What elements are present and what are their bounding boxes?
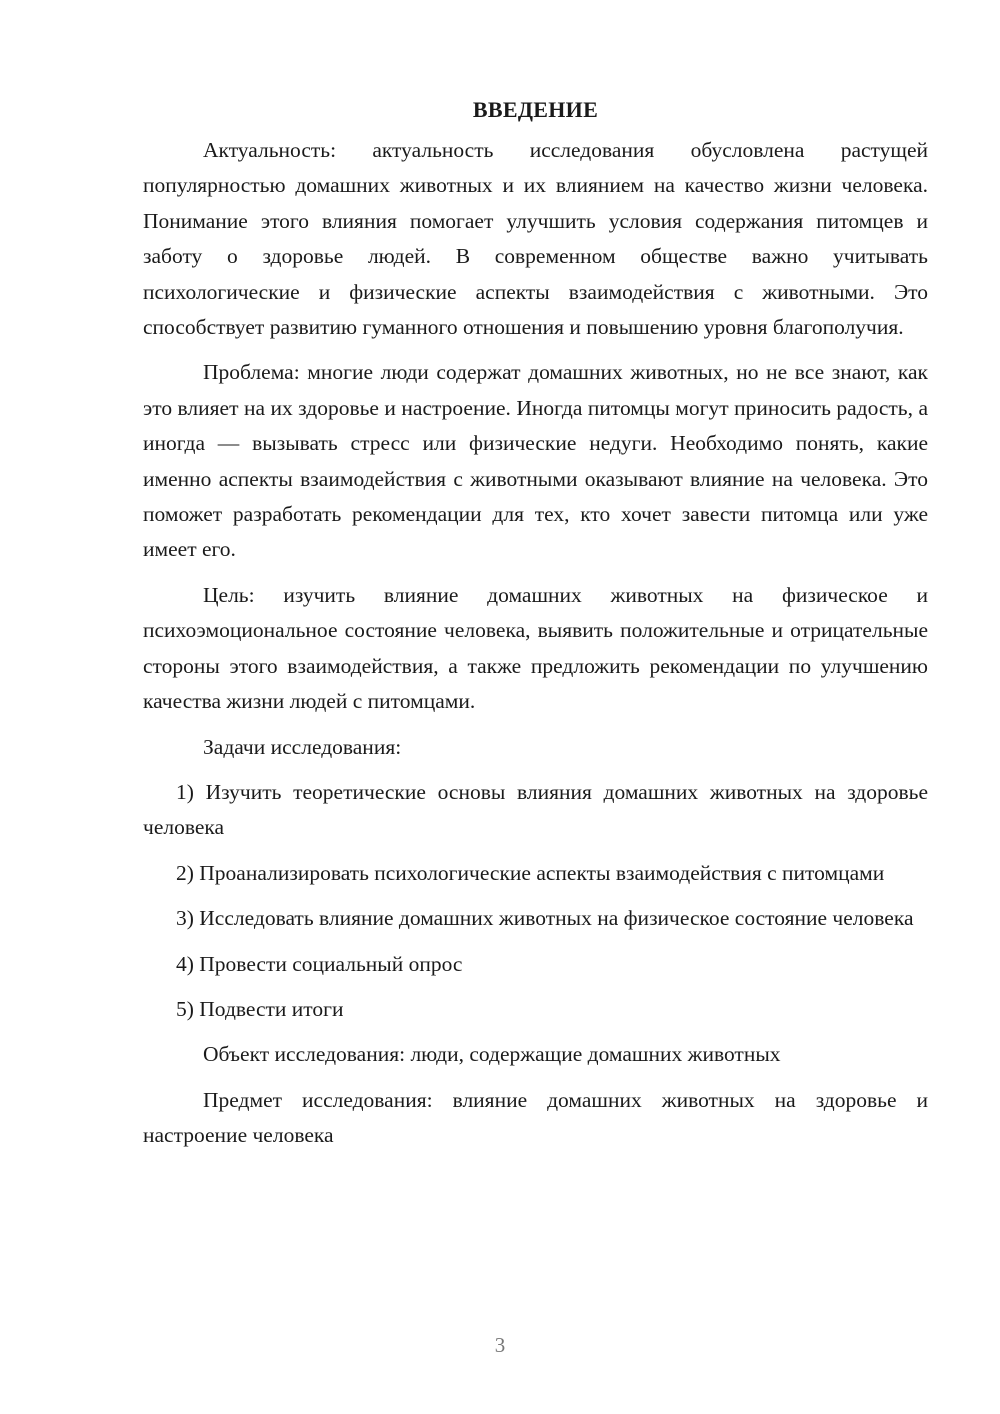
task-item: 2) Проанализировать психологические аспекты взаимодействия с питомцами [176, 860, 885, 885]
goal-paragraph: Цель: изучить влияние домашних животных на физическое и психоэмоциональное состояние человека, выявить положительные и отрицательные стороны этого взаимодействия, а также предложить рекомендации по улучшению качества жизни людей с питомцами. [143, 582, 928, 714]
task-item: 4) Провести социальный опрос [176, 951, 463, 976]
section-title: ВВЕДЕНИЕ [472, 97, 599, 122]
task-item: 3) Исследовать влияние домашних животных на физическое состояние человека [176, 906, 914, 931]
document-page [143, 92, 928, 1164]
page-number: 3 [494, 1333, 506, 1357]
problem-paragraph: Проблема: многие люди содержат домашних животных, но не все знают, как это влияет на их здоровье и настроение. Иногда питомцы могут приносить радость, а иногда — вызывать стресс или физические недуги. Необходимо понять, какие именно аспекты взаимодействия с животными оказывают влияние на человека. Это поможет разработать рекомендации для тех, кто хочет завести питомца или уже имеет его. [143, 360, 928, 562]
research-subject: Предмет исследования: влияние домашних животных на здоровье и настроение человека [143, 1087, 928, 1148]
task-item: 5) Подвести итоги [176, 996, 344, 1021]
relevance-paragraph: Актуальность: актуальность исследования обусловлена растущей популярностью домашних животных и их влиянием на качество жизни человека. Понимание этого влияния помогает улучшить условия содержания питомцев и заботу о здоровье людей. В современном обществе важно учитывать психологические и физические аспекты взаимодействия с животными. Это способствует развитию гуманного отношения и повышению уровня благополучия. [143, 138, 928, 340]
task-item: 1) Изучить теоретические основы влияния домашних животных на здоровье человека [143, 779, 928, 840]
research-object: Объект исследования: люди, содержащие домашних животных [203, 1042, 781, 1067]
tasks-heading: Задачи исследования: [203, 734, 402, 759]
